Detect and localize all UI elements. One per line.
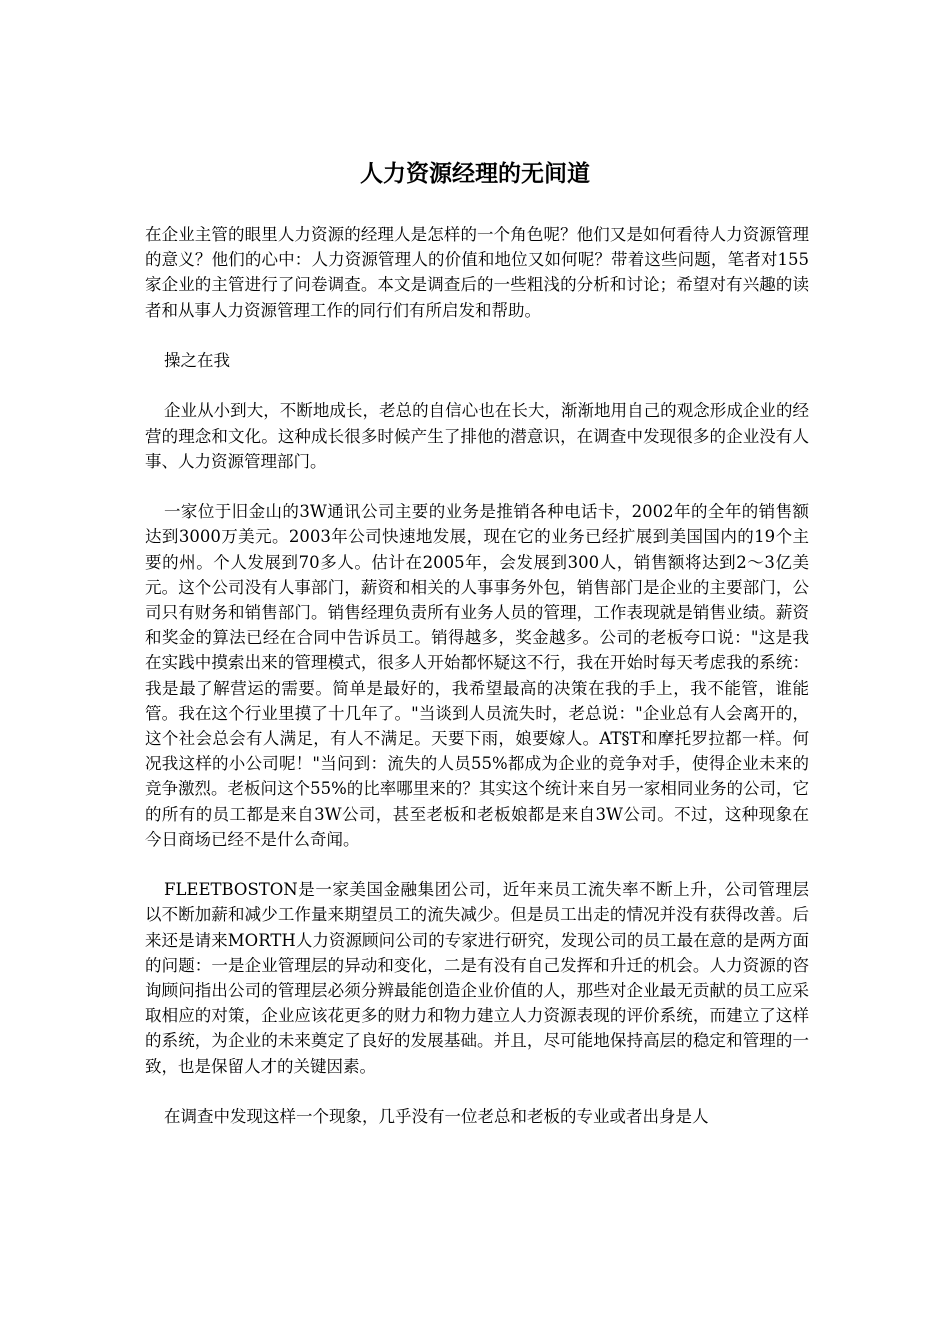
intro-paragraph: 在企业主管的眼里人力资源的经理人是怎样的一个角色呢？他们又是如何看待人力资源管理的意义？他们的心中：人力资源管理人的价值和地位又如何呢？带着这些问题，笔者对155家企业的主管进行了问卷调查。本文是调查后的一些粗浅的分析和讨论；希望对有兴趣的读者和从事人力资源管理工作的同行们有所启发和帮助。 xyxy=(145,225,809,320)
section-heading: 操之在我 xyxy=(164,351,230,370)
body-paragraph: 在调查中发现这样一个现象，几乎没有一位老总和老板的专业或者出身是人 xyxy=(164,1107,709,1127)
document-title: 人力资源经理的无间道 xyxy=(360,160,590,187)
body-paragraph: 一家位于旧金山的3W通讯公司主要的业务是推销各种电话卡，2002年的全年的销售额达到3000万美元。2003年公司快速地发展，现在它的业务已经扩展到美国国内的19个主要的州。个人发展到70多人。估计在2005年，会发展到300人，销售额将达到2～3亿美元。这个公司没有人事部门，薪资和相关的人事事务外包，销售部门是企业的主要部门，公司只有财务和销售部门。销售经理负责所有业务人员的管理，工作表现就是销售业绩。薪资和奖金的算法已经在合同中告诉员工。销得越多，奖金越多。公司的老板夸口说："这是我在实践中摸索出来的管理模式，很多人开始都怀疑这不行，我在开始时每天考虑我的系统：我是最了解营运的需要。简单是最好的，我希望最高的决策在我的手上，我不能管，谁能管。我在这个行业里摸了十几年了。"当谈到人员流失时，老总说："企业总有人会离开的，这个社会总会有人满足，有人不满足。天要下雨，娘要嫁人。AT§T和摩托罗拉都一样。何况我这样的小公司呢！"当问到：流失的人员55%都成为企业的竞争对手，使得企业未来的竞争激烈。老板问这个55%的比率哪里来的？其实这个统计来自另一家相同业务的公司，它的所有的员工都是来自3W公司，甚至老板和老板娘都是来自3W公司。不过，这种现象在今日商场已经不是什么奇闻。 xyxy=(145,502,809,849)
document-body xyxy=(145,222,809,1154)
body-paragraph: 企业从小到大，不断地成长，老总的自信心也在长大，渐渐地用自己的观念形成企业的经营的理念和文化。这种成长很多时候产生了排他的潜意识，在调查中发现很多的企业没有人事、人力资源管理部门。 xyxy=(145,401,809,471)
body-paragraph: FLEETBOSTON是一家美国金融集团公司，近年来员工流失率不断上升，公司管理层以不断加薪和减少工作量来期望员工的流失减少。但是员工出走的情况并没有获得改善。后来还是请来MORTH人力资源顾问公司的专家进行研究，发现公司的员工最在意的是两方面的问题：一是企业管理层的异动和变化，二是有没有自己发挥和升迁的机会。人力资源的咨询顾问指出公司的管理层必须分辨最能创造企业价值的人，那些对企业最无贡献的员工应采取相应的对策，企业应该花更多的财力和物力建立人力资源表现的评价系统，而建立了这样的系统，为企业的未来奠定了良好的发展基础。并且，尽可能地保持高层的稳定和管理的一致，也是保留人才的关键因素。 xyxy=(145,880,809,1076)
